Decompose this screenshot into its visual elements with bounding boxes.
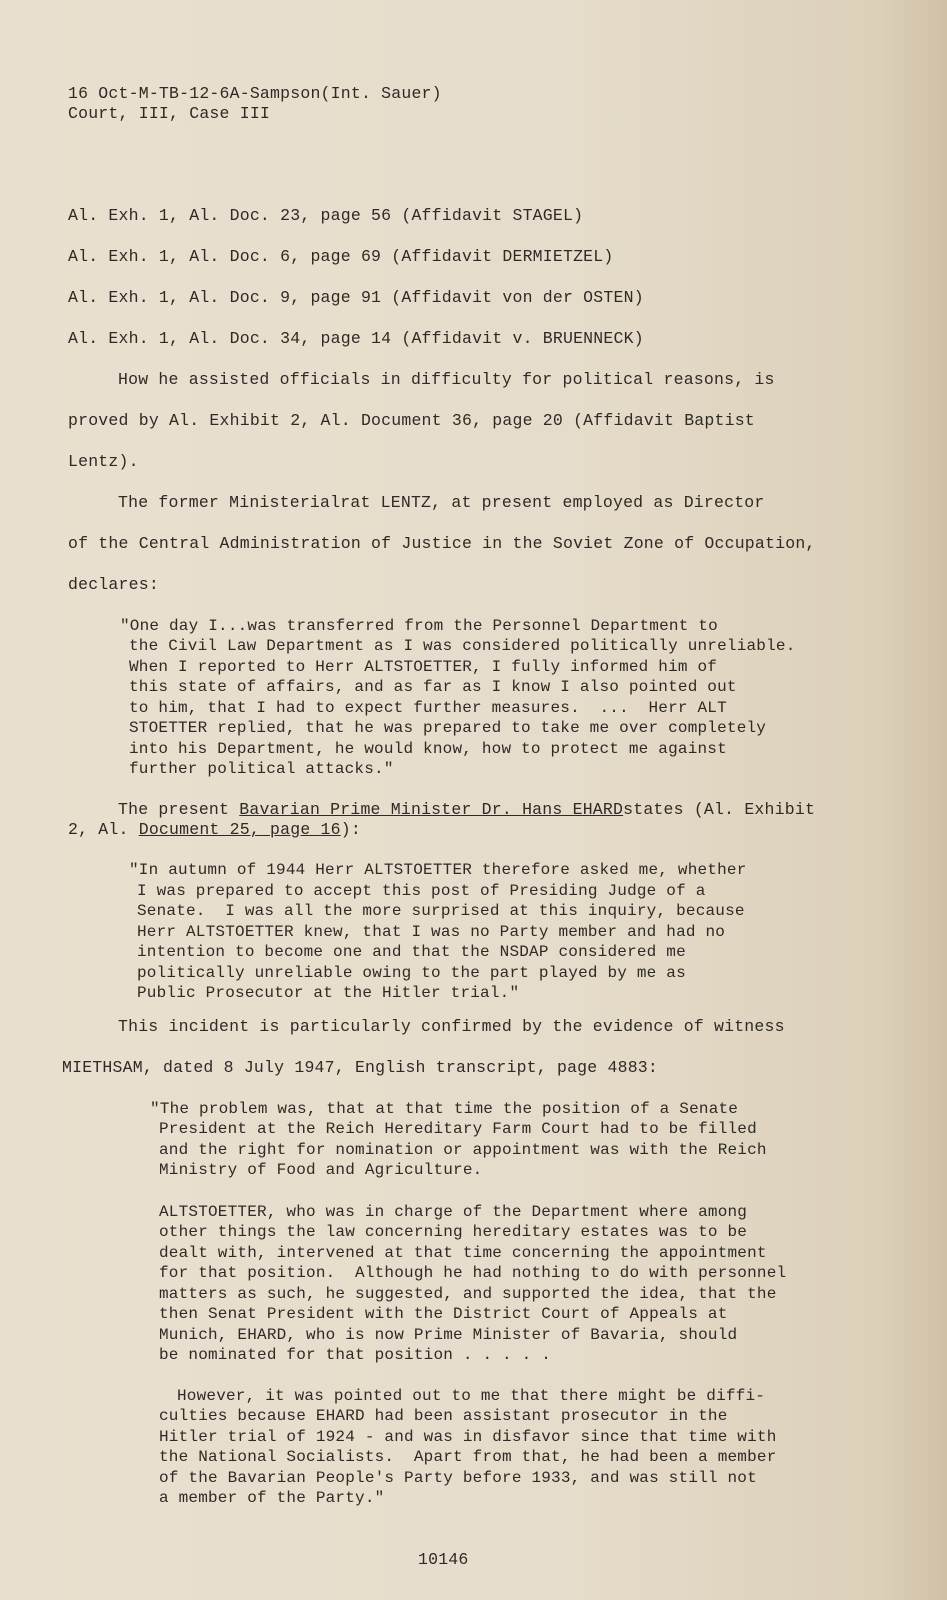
paragraph-line: The present Bavarian Prime Minister Dr. Hans EHARDstates (Al. Exhibit (118, 800, 816, 819)
quote-line: When I reported to Herr ALTSTOETTER, I fully informed him of (129, 658, 718, 676)
exhibit-citation: Al. Exh. 1, Al. Doc. 34, page 14 (Affidavit v. BRUENNECK) (68, 329, 644, 348)
header-line-1: 16 Oct-M-TB-12-6A-Sampson(Int. Sauer) (68, 84, 442, 103)
quote-line: Public Prosecutor at the Hitler trial." (137, 984, 520, 1002)
quote-line: be nominated for that position . . . . . (159, 1346, 552, 1364)
quote-line: "One day I...was transferred from the Personnel Department to (120, 617, 718, 635)
quote-line: STOETTER replied, that he was prepared to take me over completely (129, 719, 767, 737)
page-number: 10146 (418, 1550, 469, 1569)
paragraph-line: proved by Al. Exhibit 2, Al. Document 36, page 20 (Affidavit Baptist (68, 411, 755, 430)
paragraph-line: MIETHSAM, dated 8 July 1947, English transcript, page 4883: (62, 1058, 658, 1077)
quote-line: other things the law concerning hereditary estates was to be (159, 1223, 748, 1241)
quote-line: Munich, EHARD, who is now Prime Minister of Bavaria, should (159, 1326, 738, 1344)
underlined-citation: Document 25, page 16 (138, 820, 341, 839)
quote-line: the National Socialists. Apart from that, he had been a member (159, 1448, 777, 1466)
quote-line: a member of the Party." (159, 1489, 385, 1507)
quote-line: further political attacks." (129, 760, 394, 778)
quote-line: ALTSTOETTER, who was in charge of the Department where among (159, 1203, 748, 1221)
quote-line: to him, that I had to expect further measures. ... Herr ALT (129, 699, 727, 717)
quote-line: Hitler trial of 1924 - and was in disfavor since that time with (159, 1428, 777, 1446)
paragraph-line: Lentz). (68, 452, 139, 471)
underlined-name: Bavarian Prime Minister Dr. Hans EHARD (239, 800, 624, 819)
quote-line: "The problem was, that at that time the position of a Senate (150, 1100, 739, 1118)
quote-line: into his Department, he would know, how to protect me against (129, 740, 727, 758)
quote-line: of the Bavarian People's Party before 1933, and was still not (159, 1469, 757, 1487)
quote-line: Ministry of Food and Agriculture. (159, 1161, 483, 1179)
quote-line: President at the Reich Hereditary Farm Court had to be filled (159, 1120, 757, 1138)
paragraph-line: The former Ministerialrat LENTZ, at present employed as Director (118, 493, 765, 512)
paragraph-line: How he assisted officials in difficulty for political reasons, is (118, 370, 775, 389)
quote-line: However, it was pointed out to me that there might be diffi- (177, 1387, 766, 1405)
paragraph-line: 2, Al. Document 25, page 16): (68, 820, 361, 839)
quote-line: matters as such, he suggested, and supported the idea, that the (159, 1285, 777, 1303)
quote-line: Senate. I was all the more surprised at this inquiry, because (137, 902, 745, 920)
paragraph-line: This incident is particularly confirmed by the evidence of witness (118, 1017, 785, 1036)
quote-line: this state of affairs, and as far as I know I also pointed out (129, 678, 737, 696)
quote-line: intention to become one and that the NSDAP considered me (137, 943, 686, 961)
quote-line: the Civil Law Department as I was considered politically unreliable. (129, 637, 796, 655)
exhibit-citation: Al. Exh. 1, Al. Doc. 9, page 91 (Affidavit von der OSTEN) (68, 288, 644, 307)
quote-line: for that position. Although he had nothing to do with personnel (159, 1264, 787, 1282)
header-line-2: Court, III, Case III (68, 104, 271, 123)
quote-line: Herr ALTSTOETTER knew, that I was no Party member and had no (137, 923, 726, 941)
exhibit-citation: Al. Exh. 1, Al. Doc. 23, page 56 (Affidavit STAGEL) (68, 206, 584, 225)
quote-line: and the right for nomination or appointment was with the Reich (159, 1141, 767, 1159)
quote-line: I was prepared to accept this post of Presiding Judge of a (137, 882, 706, 900)
exhibit-citation: Al. Exh. 1, Al. Doc. 6, page 69 (Affidavit DERMIETZEL) (68, 247, 614, 266)
paragraph-line: declares: (68, 575, 159, 594)
quote-line: "In autumn of 1944 Herr ALTSTOETTER therefore asked me, whether (129, 861, 747, 879)
quote-line: then Senat President with the District Court of Appeals at (159, 1305, 728, 1323)
quote-line: dealt with, intervened at that time concerning the appointment (159, 1244, 767, 1262)
quote-line: politically unreliable owing to the part played by me as (137, 964, 686, 982)
paragraph-line: of the Central Administration of Justice in the Soviet Zone of Occupation, (68, 534, 816, 553)
quote-line: culties because EHARD had been assistant prosecutor in the (159, 1407, 728, 1425)
